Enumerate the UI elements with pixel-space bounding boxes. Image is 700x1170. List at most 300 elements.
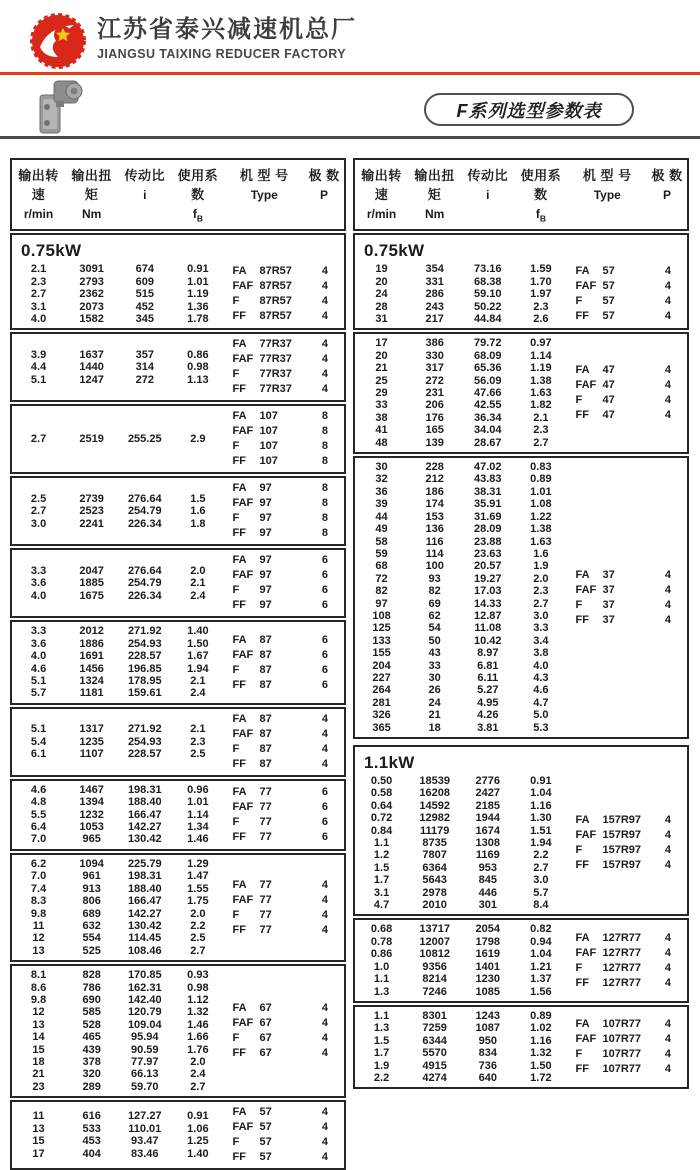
- value-cell: 12: [32, 1006, 45, 1019]
- table-row: [355, 498, 567, 510]
- table-row: [355, 660, 567, 672]
- value-cell: 13: [32, 1122, 45, 1135]
- value-cell: 1.94: [530, 837, 552, 850]
- value-cell: 1.70: [530, 275, 552, 288]
- table-row: [355, 362, 567, 374]
- numeric-rows: [12, 349, 224, 386]
- value-cell: 2.2: [190, 919, 206, 932]
- value-cell: 10.42: [474, 634, 502, 647]
- type-prefix: F: [232, 368, 240, 381]
- value-cell: 2241: [79, 517, 104, 530]
- type-model: 77: [259, 908, 272, 921]
- value-cell: 176: [425, 411, 444, 424]
- table-row: [12, 505, 224, 517]
- pole-value: 4: [321, 265, 329, 278]
- value-cell: 30: [375, 461, 388, 474]
- value-cell: 2.5: [190, 748, 206, 761]
- numeric-rows: [12, 858, 224, 957]
- value-cell: 806: [82, 895, 101, 908]
- pole-value: 4: [321, 923, 329, 936]
- value-cell: 386: [425, 337, 444, 350]
- value-cell: 2.7: [30, 433, 47, 446]
- value-cell: 834: [478, 1047, 497, 1060]
- type-model: 127R77: [602, 931, 642, 944]
- pole-value: 4: [321, 712, 329, 725]
- value-cell: 1.04: [530, 948, 552, 961]
- value-cell: 108.46: [127, 944, 162, 957]
- value-cell: 845: [478, 874, 497, 887]
- value-cell: 3.6: [30, 637, 47, 650]
- type-model: 87R57: [259, 280, 292, 293]
- col-header-poles: [647, 165, 687, 223]
- value-cell: 2978: [422, 886, 447, 899]
- type-row: [224, 264, 344, 279]
- value-cell: 13: [32, 1018, 45, 1031]
- type-row: [567, 393, 687, 408]
- table-row: [12, 518, 224, 530]
- value-cell: 4.3: [533, 671, 549, 684]
- pole-value: 4: [321, 1106, 329, 1119]
- value-cell: 1.63: [530, 535, 552, 548]
- pole-value: 8: [321, 482, 329, 495]
- type-model: 87R57: [259, 295, 292, 308]
- type-prefix: FAF: [575, 583, 597, 596]
- value-cell: 1.47: [187, 870, 209, 883]
- pole-value: 6: [321, 633, 329, 646]
- type-list: [224, 785, 344, 845]
- table-row: [355, 536, 567, 548]
- top-banner: [0, 0, 700, 72]
- table-row: [12, 895, 224, 907]
- table-row: [12, 784, 224, 796]
- value-cell: 11: [32, 919, 45, 932]
- table-block: [353, 1005, 689, 1089]
- table-block: [10, 964, 346, 1098]
- value-cell: 1.7: [373, 874, 390, 887]
- value-cell: 554: [82, 932, 101, 945]
- type-prefix: FAF: [232, 800, 254, 813]
- value-cell: 0.84: [370, 824, 393, 837]
- type-prefix: FA: [232, 265, 247, 278]
- value-cell: 231: [425, 387, 444, 400]
- pole-value: 6: [321, 554, 329, 567]
- value-cell: 3.81: [477, 721, 499, 734]
- type-model: 107R77: [602, 1048, 642, 1061]
- pole-value: 8: [321, 527, 329, 540]
- type-model: 97: [259, 569, 272, 582]
- type-row: [224, 800, 344, 815]
- value-cell: 142.40: [127, 993, 162, 1006]
- value-cell: 8214: [422, 973, 447, 986]
- value-cell: 1.01: [187, 796, 209, 809]
- value-cell: 30: [428, 671, 441, 684]
- type-row: [224, 757, 344, 772]
- value-cell: 2.1: [190, 577, 206, 590]
- table-row: [355, 986, 567, 998]
- table-row: [12, 994, 224, 1006]
- value-cell: 254.79: [127, 505, 162, 518]
- block-body: [355, 1010, 687, 1084]
- pole-value: 4: [664, 265, 672, 278]
- value-cell: 2.7: [190, 944, 206, 957]
- company-name-zh: 江苏省泰兴减速机总厂: [97, 16, 357, 43]
- table-row: [355, 424, 567, 436]
- value-cell: 20: [375, 349, 388, 362]
- value-cell: 23.88: [474, 535, 502, 548]
- type-model: 107R77: [602, 1063, 642, 1076]
- value-cell: 2.4: [190, 687, 206, 700]
- block-body: [12, 409, 344, 469]
- col-speed-en: r/min: [366, 207, 397, 221]
- value-cell: 2.0: [190, 564, 206, 577]
- table-row: [12, 1068, 224, 1080]
- value-cell: 0.94: [530, 935, 552, 948]
- value-cell: 2.5: [30, 492, 47, 505]
- table-row: [355, 899, 567, 911]
- power-section-label: 1.1kW: [364, 753, 415, 773]
- type-prefix: F: [575, 844, 583, 857]
- value-cell: 6.1: [30, 748, 47, 761]
- pole-value: 8: [321, 410, 329, 423]
- value-cell: 1440: [79, 361, 104, 374]
- type-row: [567, 378, 687, 393]
- value-cell: 1.78: [187, 313, 209, 326]
- value-cell: 255.25: [127, 433, 162, 446]
- value-cell: 0.86: [370, 948, 393, 961]
- pole-value: 4: [321, 1151, 329, 1164]
- value-cell: 1.19: [187, 288, 209, 301]
- type-prefix: F: [232, 742, 240, 755]
- type-prefix: F: [232, 1136, 240, 1149]
- type-row: [567, 858, 687, 873]
- table-row: [355, 375, 567, 387]
- value-cell: 5.1: [30, 373, 47, 386]
- value-cell: 272: [425, 374, 444, 387]
- value-cell: 1.38: [530, 523, 552, 536]
- value-cell: 357: [135, 348, 154, 361]
- col-poles-zh: 极 数: [308, 168, 340, 183]
- table-row: [12, 1044, 224, 1056]
- type-list: [567, 1017, 687, 1077]
- value-cell: 4.7: [373, 899, 390, 912]
- block-body: [355, 923, 687, 997]
- value-cell: 2776: [475, 775, 501, 788]
- value-cell: 1169: [475, 849, 500, 862]
- value-cell: 15: [32, 1043, 45, 1056]
- value-cell: 1.32: [530, 1047, 552, 1060]
- pole-value: 4: [664, 295, 672, 308]
- right-table: [353, 158, 689, 1089]
- type-model: 57: [602, 310, 615, 323]
- type-row: [224, 908, 344, 923]
- type-row: [224, 409, 344, 424]
- value-cell: 276.64: [127, 564, 162, 577]
- value-cell: 12982: [419, 812, 450, 825]
- col-factor-en: [171, 207, 224, 223]
- value-cell: 178.95: [127, 675, 162, 688]
- value-cell: 38: [375, 411, 388, 424]
- table-row: [12, 663, 224, 675]
- type-prefix: F: [232, 1032, 240, 1045]
- type-prefix: FA: [575, 364, 590, 377]
- value-cell: 188.40: [127, 882, 162, 895]
- table-block: [353, 332, 689, 454]
- block-body: [355, 775, 687, 911]
- pole-value: 4: [664, 568, 672, 581]
- type-prefix: FA: [232, 785, 247, 798]
- table-block: [353, 456, 689, 739]
- table-row: [355, 610, 567, 622]
- col-header-type: [224, 165, 304, 223]
- pole-value: 8: [321, 512, 329, 525]
- type-prefix: FF: [232, 1151, 246, 1164]
- table-row: [355, 437, 567, 449]
- value-cell: 4.95: [477, 696, 499, 709]
- value-cell: 1094: [79, 857, 104, 870]
- value-cell: 1.82: [530, 399, 552, 412]
- type-row: [224, 553, 344, 568]
- pole-value: 4: [664, 379, 672, 392]
- value-cell: 5.27: [477, 684, 499, 697]
- value-cell: 330: [425, 349, 444, 362]
- pole-value: 4: [321, 383, 329, 396]
- value-cell: 12: [32, 932, 45, 945]
- pole-value: 4: [321, 878, 329, 891]
- table-row: [12, 945, 224, 957]
- type-model: 97: [259, 527, 272, 540]
- value-cell: 2.3: [30, 275, 47, 288]
- value-cell: 913: [82, 882, 101, 895]
- type-row: [224, 1135, 344, 1150]
- pole-value: 4: [664, 829, 672, 842]
- pole-value: 4: [664, 1048, 672, 1061]
- value-cell: 965: [82, 833, 101, 846]
- type-prefix: FAF: [232, 353, 254, 366]
- type-prefix: FA: [232, 410, 247, 423]
- value-cell: 44.84: [474, 313, 502, 326]
- value-cell: 19.27: [474, 572, 502, 585]
- type-model: 157R97: [602, 814, 642, 827]
- value-cell: 1.25: [187, 1135, 209, 1148]
- table-row: [12, 433, 224, 445]
- value-cell: 8.97: [477, 647, 499, 660]
- value-cell: 2.1: [30, 263, 47, 276]
- value-cell: 162.31: [127, 981, 162, 994]
- col-header-type: [567, 165, 647, 223]
- type-model: 87: [259, 757, 272, 770]
- value-cell: 1.46: [187, 1018, 209, 1031]
- table-block: [353, 233, 689, 330]
- table-row: [12, 920, 224, 932]
- type-prefix: F: [232, 584, 240, 597]
- table-row: [355, 1072, 567, 1084]
- type-model: 77: [259, 878, 272, 891]
- value-cell: 453: [82, 1135, 101, 1148]
- type-row: [224, 568, 344, 583]
- type-model: 97: [259, 599, 272, 612]
- type-prefix: FF: [575, 613, 589, 626]
- type-row: [567, 1017, 687, 1032]
- value-cell: 2054: [475, 923, 501, 936]
- type-prefix: FF: [232, 310, 246, 323]
- value-cell: 2.2: [533, 849, 549, 862]
- value-cell: 6.81: [477, 659, 499, 672]
- value-cell: 2012: [79, 625, 104, 638]
- value-cell: 2523: [79, 505, 104, 518]
- type-row: [224, 678, 344, 693]
- type-prefix: FA: [575, 814, 590, 827]
- table-row: [12, 313, 224, 325]
- table-row: [355, 775, 567, 787]
- type-prefix: F: [232, 295, 240, 308]
- table-block: [10, 233, 346, 330]
- type-prefix: F: [232, 908, 240, 921]
- type-list: [567, 568, 687, 628]
- type-prefix: FAF: [575, 280, 597, 293]
- value-cell: 1.16: [530, 799, 552, 812]
- table-row: [355, 473, 567, 485]
- value-cell: 6.11: [477, 671, 499, 684]
- type-model: 107: [259, 410, 278, 423]
- value-cell: 281: [372, 696, 391, 709]
- value-cell: 116: [425, 535, 444, 548]
- type-prefix: FAF: [232, 1121, 254, 1134]
- type-model: 107R77: [602, 1033, 642, 1046]
- value-cell: 198.31: [127, 870, 162, 883]
- type-row: [224, 583, 344, 598]
- value-cell: 21: [32, 1068, 45, 1081]
- pole-value: 6: [321, 663, 329, 676]
- table-block: [10, 779, 346, 851]
- value-cell: 34.04: [474, 424, 502, 437]
- col-type-zh: 机 型 号: [239, 168, 289, 183]
- type-row: [567, 583, 687, 598]
- type-model: 37: [602, 613, 615, 626]
- type-prefix: FAF: [575, 1033, 597, 1046]
- type-prefix: FA: [575, 1018, 590, 1031]
- col-ratio-zh: 传动比: [124, 168, 166, 183]
- value-cell: 19: [375, 263, 388, 276]
- pole-value: 6: [321, 599, 329, 612]
- type-prefix: FF: [232, 1047, 246, 1060]
- value-cell: 2.5: [190, 932, 206, 945]
- type-model: 87: [259, 663, 272, 676]
- table-row: [355, 1060, 567, 1072]
- table-row: [355, 1010, 567, 1022]
- value-cell: 1.6: [533, 547, 549, 560]
- value-cell: 110.01: [128, 1122, 162, 1135]
- table-row: [12, 932, 224, 944]
- value-cell: 1308: [475, 837, 501, 850]
- value-cell: 4.0: [30, 650, 47, 663]
- value-cell: 3.1: [373, 886, 390, 899]
- value-cell: 1.14: [530, 349, 552, 362]
- value-cell: 533: [82, 1122, 101, 1135]
- value-cell: 36.34: [474, 411, 502, 424]
- value-cell: 65.36: [474, 362, 502, 375]
- value-cell: 120.79: [127, 1006, 162, 1019]
- table-row: [355, 787, 567, 799]
- type-model: 37: [602, 583, 615, 596]
- value-cell: 11179: [419, 824, 450, 837]
- value-cell: 1.9: [373, 1059, 390, 1072]
- value-cell: 286: [425, 288, 444, 301]
- type-model: 127R77: [602, 961, 642, 974]
- value-cell: 5570: [422, 1047, 447, 1060]
- table-row: [12, 301, 224, 313]
- value-cell: 8.1: [30, 969, 47, 982]
- value-cell: 1401: [475, 960, 501, 973]
- value-cell: 10812: [419, 948, 450, 961]
- value-cell: 320: [82, 1068, 101, 1081]
- type-row: [224, 830, 344, 845]
- value-cell: 59.10: [474, 288, 502, 301]
- table-row: [12, 821, 224, 833]
- value-cell: 674: [135, 263, 154, 276]
- value-cell: 16208: [419, 787, 450, 800]
- value-cell: 5643: [422, 874, 447, 887]
- col-ratio-en: i: [486, 188, 490, 202]
- type-model: 77: [259, 785, 272, 798]
- value-cell: 2.7: [30, 288, 47, 301]
- type-prefix: F: [232, 663, 240, 676]
- value-cell: 166.47: [127, 808, 162, 821]
- type-prefix: FF: [575, 976, 589, 989]
- type-prefix: F: [575, 598, 583, 611]
- type-prefix: FF: [232, 527, 246, 540]
- value-cell: 32: [375, 473, 388, 486]
- table-row: [355, 862, 567, 874]
- type-prefix: FA: [232, 1106, 247, 1119]
- type-row: [224, 481, 344, 496]
- table-row: [355, 800, 567, 812]
- value-cell: 609: [135, 275, 154, 288]
- pole-value: 8: [321, 497, 329, 510]
- value-cell: 2362: [79, 288, 104, 301]
- type-prefix: FF: [575, 1063, 589, 1076]
- value-cell: 0.58: [370, 787, 393, 800]
- pole-value: 4: [664, 409, 672, 422]
- type-model: 87R57: [259, 310, 292, 323]
- value-cell: 1.1: [373, 837, 390, 850]
- value-cell: 1.01: [530, 485, 552, 498]
- type-prefix: F: [575, 1048, 583, 1061]
- value-cell: 2047: [79, 564, 104, 577]
- type-list: [224, 1105, 344, 1165]
- value-cell: 243: [425, 300, 444, 313]
- value-cell: 4.6: [533, 684, 549, 697]
- value-cell: 188.40: [127, 796, 162, 809]
- numeric-rows: [355, 1010, 567, 1084]
- table-row: [12, 493, 224, 505]
- type-model: 37: [602, 598, 615, 611]
- type-list: [224, 712, 344, 772]
- table-row: [355, 585, 567, 597]
- col-torque-zh: 输出扭矩: [414, 168, 455, 202]
- numeric-rows: [12, 784, 224, 846]
- value-cell: 640: [478, 1071, 497, 1084]
- value-cell: 79.72: [474, 337, 502, 350]
- value-cell: 5.1: [30, 723, 47, 736]
- value-cell: 9.8: [30, 907, 47, 920]
- type-model: 57: [602, 295, 615, 308]
- table-row: [12, 723, 224, 735]
- value-cell: 4.6: [30, 783, 47, 796]
- block-body: [12, 481, 344, 541]
- numeric-rows: [12, 493, 224, 530]
- value-cell: 2.2: [373, 1071, 390, 1084]
- type-row: [224, 878, 344, 893]
